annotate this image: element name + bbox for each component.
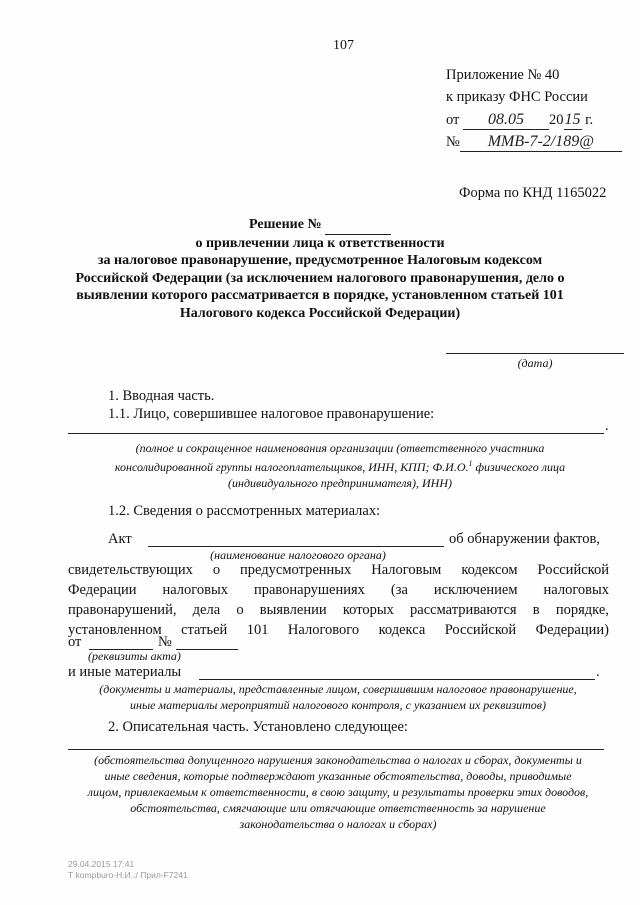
offender-caption [70,440,610,491]
section1-heading: 1. Вводная часть. [108,388,215,404]
paragraph-word: правонарушениях [253,582,365,598]
paragraph-word: выявлении [259,602,327,618]
title-line2: о привлечении лица к ответственности [195,235,445,251]
section1-sub2: 1.2. Сведения о рассмотренных материалах: [108,503,381,519]
paragraph-word: предусмотренных [240,562,352,578]
paragraph-word: Федерации [68,582,137,598]
other-materials-field-line [199,679,595,680]
paragraph-line3 [68,602,609,619]
description-caption-line3: лицом, привлекаемым к ответственности, в свою защиту, и результаты проверки этих доводов, [87,785,589,799]
paragraph-word: о [212,562,221,578]
paragraph-word: правонарушений, [68,602,177,618]
paragraph-word: кодексом [461,562,518,578]
appendix-date-value: 08.05 [463,111,549,130]
requisites-caption: (реквизиты акта) [88,649,181,663]
appendix-number-value: ММВ-7-2/189@ [460,133,622,152]
paragraph-word: Федерации) [535,622,609,638]
paragraph-word: налоговых [162,582,228,598]
section1-sub1: 1.1. Лицо, совершившее налоговое правонарушение: [108,406,435,422]
paragraph-line4 [68,622,609,639]
paragraph-word: кодекса [378,622,426,638]
appendix-number-prefix: № [446,134,460,150]
title-decision-label: Решение № [248,217,322,232]
act-caption: (наименование налогового органа) [210,548,386,562]
description-caption-line1: (обстоятельства допущенного нарушения законодательства о налогах и сборах, документы и [94,753,582,767]
appendix-year-suffix: 15 [564,111,581,128]
paragraph-word: статьей [181,622,228,638]
paragraph-word: которых [342,602,394,618]
paragraph-word: исключением [433,582,518,598]
print-stamp-line2: Т kompburo-Н.И.:/ Прил-F7241 [68,870,188,880]
footnote-marker: 1 [468,459,473,468]
other-caption-line2: иные материалы мероприятий налогового контроля, с указанием их реквизитов) [130,698,546,712]
offender-caption-line3: (индивидуального предпринимателя), ИНН) [228,476,452,490]
offender-field-end: . [605,418,609,434]
paragraph-word: рассматриваются [410,602,517,618]
appendix-line2: к приказу ФНС России [446,89,588,105]
offender-caption-line2a: консолидированной группы налогоплательщиков, ИНН, КПП; Ф.И.О. [114,460,469,474]
date-caption: (дата) [517,356,553,370]
appendix-year-prefix: 20 [549,112,564,128]
paragraph-word: о [236,602,244,618]
paragraph-word: 101 [246,622,269,638]
paragraph-word: Налогового [287,622,360,638]
appendix-number [446,133,622,152]
form-code: Форма по КНД 1165022 [459,185,607,201]
paragraph-word: Российской [444,622,517,638]
paragraph-word: Налоговым [371,562,442,578]
title-line5: выявлении которого рассматривается в порядке, установленном статьей 101 [76,288,564,303]
description-caption-line5: законодательства о налогах и сборах) [239,817,437,831]
description-caption-line4: обстоятельства, смягчающие или отягчающие ответственность за нарушение [130,801,546,815]
paragraph-word: свидетельствующих [68,562,193,578]
paragraph-word: дела [192,602,221,618]
offender-caption-line2 [70,456,610,475]
other-materials-label: и иные материалы [68,664,182,680]
other-caption-line1: (документы и материалы, представленные лицом, совершившим налоговое правонарушение, [99,682,577,696]
description-field-line [68,749,604,750]
paragraph-word: Российской [537,562,609,578]
offender-field-line [68,433,604,434]
title-line1 [60,216,580,235]
title-line6: Налогового кодекса Российской Федерации) [179,305,461,321]
document-title [60,216,580,322]
from-label: от [68,634,82,650]
appendix-date-suffix: г. [585,112,594,128]
section2-heading: 2. Описательная часть. Установлено следующее: [108,719,408,735]
title-line4: Российской Федерации (за исключением налогового правонарушения, дело о [75,270,565,286]
title-line3: за налоговое правонарушение, предусмотренное Налоговым кодексом [97,253,543,268]
page-number: 107 [333,38,354,53]
paragraph-word: установленном [68,622,162,638]
paragraph-word: в [532,602,540,618]
description-caption-line2: иные сведения, которые подтверждают указанные обстоятельства, доводы, приводимые [104,769,572,783]
appendix-date-prefix: от [446,112,460,128]
number-label: № [158,634,172,650]
date-field-line [446,353,624,354]
appendix-line1: Приложение № 40 [446,67,560,83]
other-materials-end: . [596,664,600,680]
paragraph-line1 [68,562,609,579]
paragraph-word: налоговых [543,582,609,598]
description-caption [62,752,614,832]
paragraph-word: (за [390,582,408,598]
act-label: Акт [108,531,132,547]
print-stamp-line1: 29.04.2015 17:41 [68,859,135,869]
paragraph-line2 [68,582,609,599]
appendix-date [446,111,593,130]
paragraph-word: порядке, [555,602,609,618]
other-materials-caption [64,681,612,713]
offender-caption-line2b: физического лица [472,460,566,474]
offender-caption-line1: (полное и сокращенное наименования организации (ответственного участника [135,441,545,455]
act-suffix: об обнаружении фактов, [449,531,600,547]
